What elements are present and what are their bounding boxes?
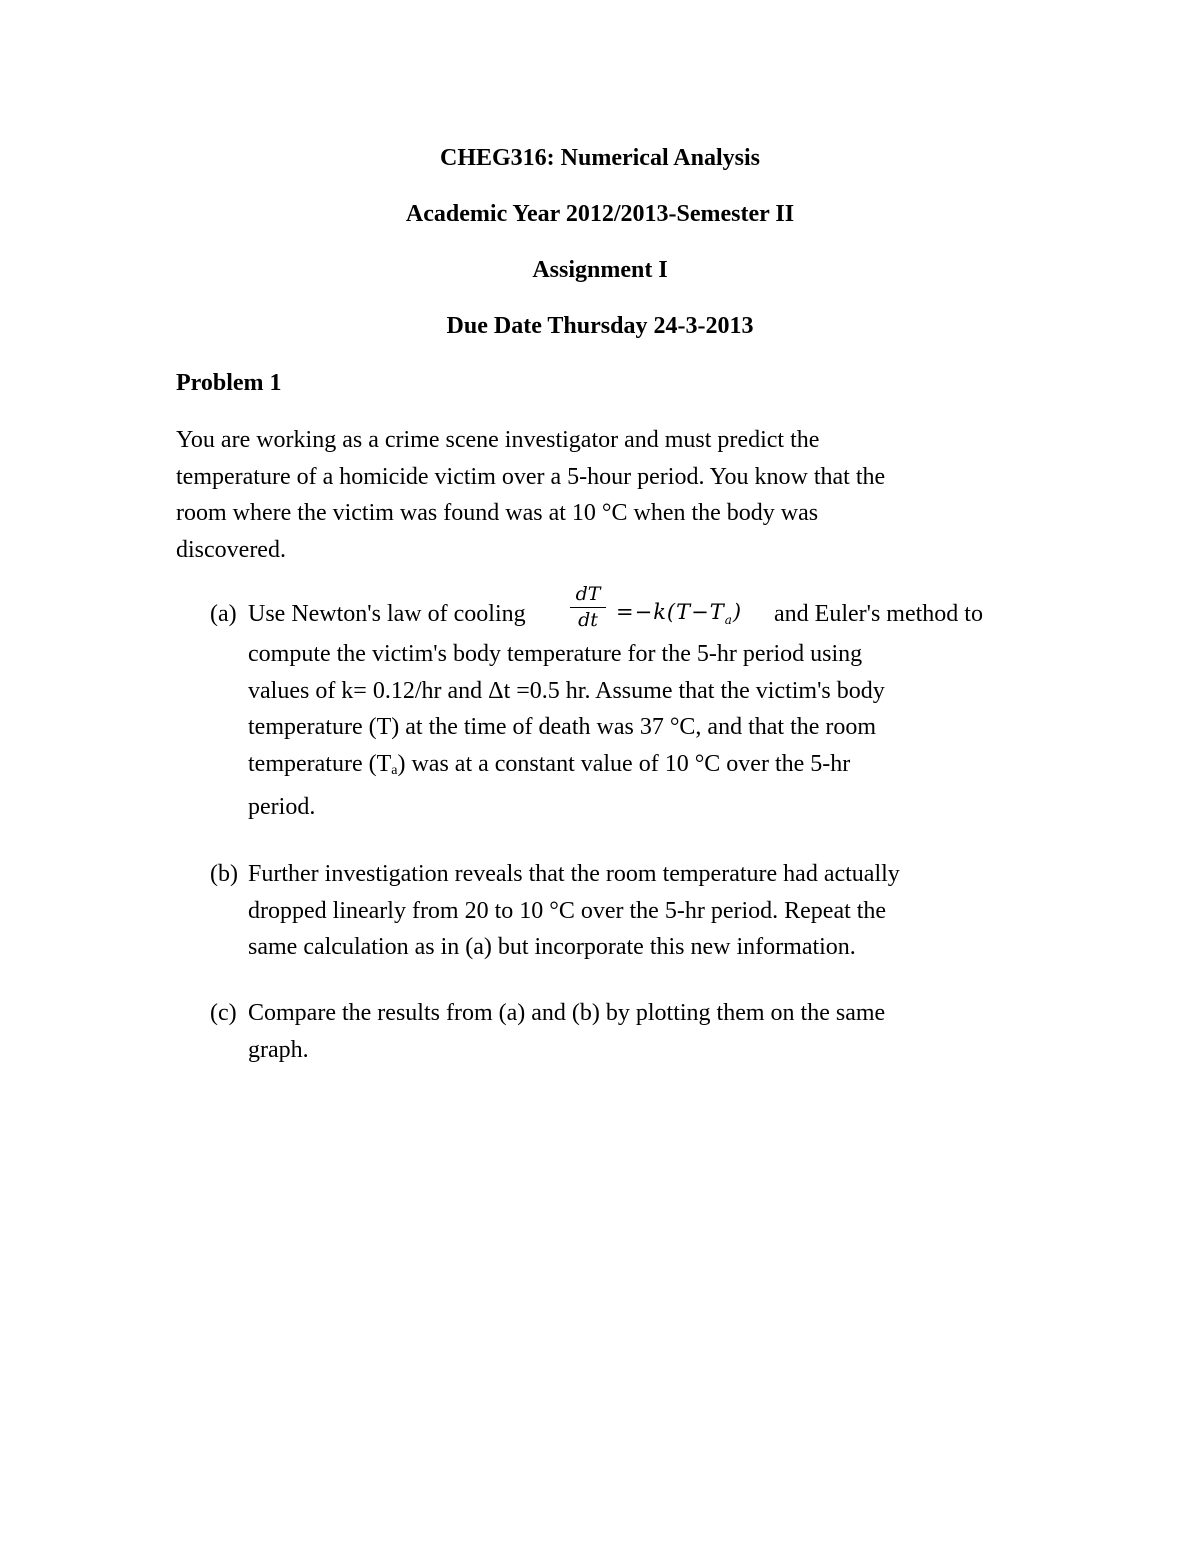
intro-line: discovered. <box>176 536 286 563</box>
part-b-line: dropped linearly from 20 to 10 °C over the 5-hr period. Repeat the <box>248 897 887 924</box>
part-a-line: period. <box>248 794 316 820</box>
derivative-fraction <box>566 582 610 631</box>
problem-intro <box>176 422 1036 568</box>
problem-heading: Problem 1 <box>176 370 282 396</box>
equation-rhs-subscript: a <box>724 613 733 628</box>
part-a-marker: (a) <box>210 601 237 627</box>
fraction-numerator: dT <box>575 583 601 605</box>
part-b <box>176 856 1036 966</box>
newton-cooling-equation <box>566 582 766 636</box>
part-c-marker: (c) <box>210 1000 237 1026</box>
part-b-line: same calculation as in (a) but incorporate this new information. <box>248 934 856 960</box>
intro-line: temperature of a homicide victim over a 5-hour period. You know that the <box>176 463 886 490</box>
fraction-bar <box>570 607 606 608</box>
part-a-first-line <box>176 583 1036 636</box>
equation-rhs-main: =−k(T−T <box>616 600 725 624</box>
part-a-line: compute the victim's body temperature for the 5-hr period using <box>248 641 863 667</box>
equation-rhs-close: ) <box>732 600 743 624</box>
part-c <box>176 995 1036 1068</box>
part-a-line: values of k= 0.12/hr and Δt =0.5 hr. Assume that the victim's body <box>248 677 885 704</box>
part-c-line: graph. <box>248 1036 309 1063</box>
part-b-marker: (b) <box>210 861 238 887</box>
part-a-line: temperature (T) at the time of death was 37 °C, and that the room <box>248 714 877 740</box>
part-a-line1-text: Use Newton's law of cooling <box>248 601 526 627</box>
part-a-line5-subscript: a <box>391 762 398 778</box>
part-a <box>176 583 1036 826</box>
academic-year: Academic Year 2012/2013-Semester II <box>405 201 795 227</box>
part-a-line5-start: temperature (T <box>248 750 392 777</box>
assignment-title: Assignment I <box>532 257 668 283</box>
due-date: Due Date Thursday 24-3-2013 <box>446 313 754 339</box>
intro-line: room where the victim was found was at 10 °C when the body was <box>176 500 819 526</box>
part-a-line <box>176 746 1036 790</box>
part-b-line: Further investigation reveals that the room temperature had actually <box>248 861 900 887</box>
part-a-line1-after: and Euler's method to <box>774 601 983 627</box>
part-c-line: Compare the results from (a) and (b) by plotting them on the same <box>248 1000 886 1026</box>
intro-line: You are working as a crime scene investigator and must predict the <box>176 427 820 453</box>
equation-rhs <box>616 594 742 639</box>
fraction-denominator: dt <box>578 609 598 631</box>
course-title: CHEG316: Numerical Analysis <box>439 145 760 171</box>
part-a-line5-end: ) was at a constant value of 10 °C over the 5-hr <box>397 750 851 777</box>
